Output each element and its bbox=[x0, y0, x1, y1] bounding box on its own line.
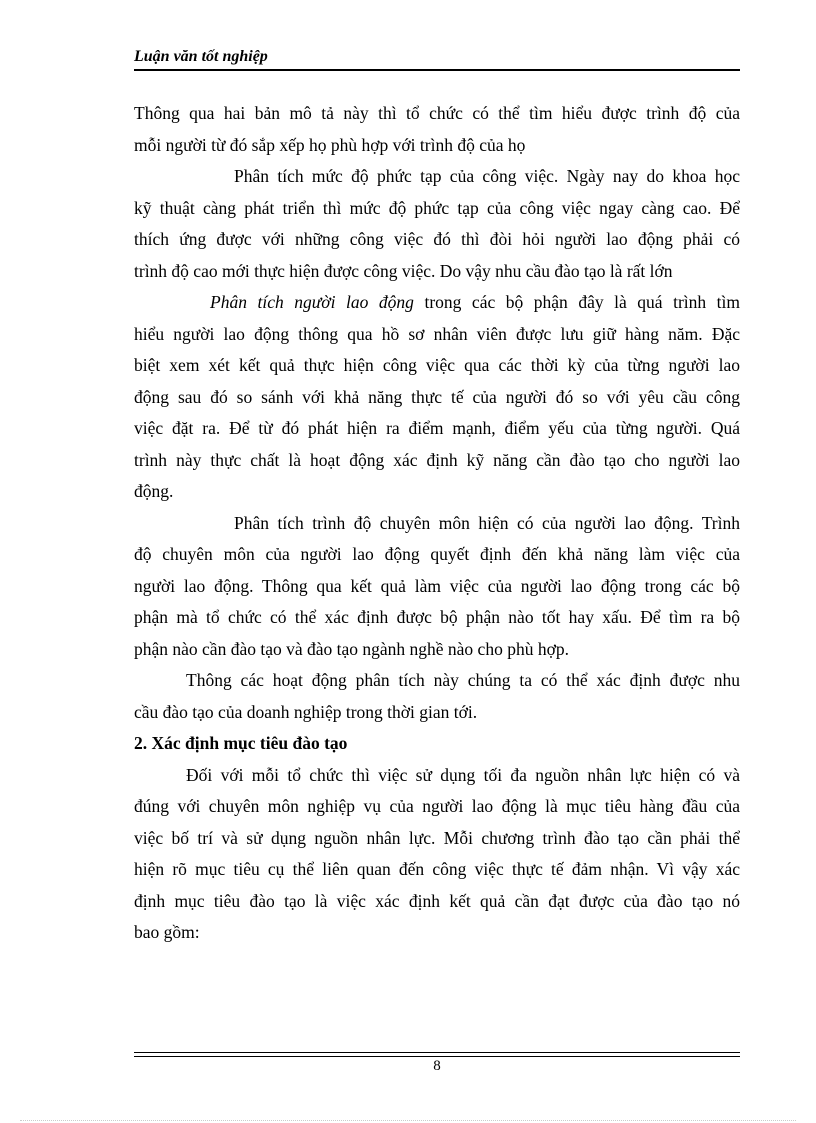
paragraph-line: trình này thực chất là hoạt động xác định kỹ năng cần đào tạo cho người lao bbox=[134, 449, 740, 470]
paragraph-line: Đối với mỗi tổ chức thì việc sử dụng tối đa nguồn nhân lực hiện có và bbox=[186, 764, 740, 785]
page-number: 8 bbox=[433, 1058, 441, 1074]
paragraph-line: động sau đó so sánh với khả năng thực tế của người đó so với yêu cầu công bbox=[134, 386, 740, 407]
italic-phrase: Phân tích người lao động bbox=[210, 292, 414, 312]
paragraph-line: Thông các hoạt động phân tích này chúng ta có thể xác định được nhu bbox=[186, 670, 740, 690]
text-run: trong các bộ phận đây là quá trình tìm bbox=[413, 292, 740, 312]
paragraph-line: việc đặt ra. Để từ đó phát hiện ra điểm mạnh, điểm yếu của từng người. Quá bbox=[134, 418, 740, 438]
footer-rule bbox=[134, 1052, 740, 1057]
paragraph-line: Phân tích mức độ phức tạp của công việc. Ngày nay do khoa học bbox=[234, 166, 740, 186]
paragraph-line: phận mà tổ chức có thể xác định được bộ phận nào tốt hay xấu. Để tìm ra bộ bbox=[134, 607, 740, 627]
paragraph-line: kỹ thuật càng phát triển thì mức độ phức tạp của công việc ngay càng cao. Để bbox=[134, 197, 740, 218]
paragraph-line: Thông qua hai bản mô tả này thì tổ chức có thể tìm hiểu được trình độ của bbox=[134, 103, 740, 123]
paragraph-line: Phân tích trình độ chuyên môn hiện có của người lao động. Trình bbox=[234, 512, 740, 533]
header-title: Luận văn tốt nghiệp bbox=[134, 48, 268, 65]
paragraph-line: biệt xem xét kết quả thực hiện công việc qua các thời kỳ của từng người lao bbox=[134, 355, 740, 375]
paragraph-line: trình độ cao mới thực hiện được công việc. Do vậy nhu cầu đào tạo là rất lớn bbox=[134, 260, 673, 281]
paragraph-line: đúng với chuyên môn nghiệp vụ của người lao động là mục tiêu hàng đầu của bbox=[134, 796, 740, 816]
paragraph-line: phận nào cần đào tạo và đào tạo ngành nghề nào cho phù hợp. bbox=[134, 638, 569, 659]
paragraph-line bbox=[134, 287, 740, 319]
document-body bbox=[134, 98, 740, 949]
paragraph-line: bao gồm: bbox=[134, 922, 200, 942]
paragraph-line: động. bbox=[134, 481, 174, 501]
paragraph-line: cầu đào tạo của doanh nghiệp trong thời gian tới. bbox=[134, 701, 478, 722]
paragraph-line: người lao động. Thông qua kết quả làm việc của người lao động trong các bộ bbox=[134, 575, 740, 596]
page-edge-divider bbox=[20, 1120, 796, 1121]
paragraph-line: mỗi người từ đó sắp xếp họ phù hợp với trình độ của họ bbox=[134, 134, 526, 155]
paragraph-line: thích ứng được với những công việc đó thì đòi hỏi người lao động phải có bbox=[134, 229, 740, 249]
page-header bbox=[134, 46, 740, 70]
paragraph-line: hiện rõ mục tiêu cụ thể liên quan đến công việc thực tế đảm nhận. Vì vậy xác bbox=[134, 859, 740, 879]
paragraph-line: hiểu người lao động thông qua hồ sơ nhân viên được lưu giữ hàng năm. Đặc bbox=[134, 323, 740, 344]
paragraph-line: định mục tiêu đào tạo là việc xác định kết quả cần đạt được của đào tạo nó bbox=[134, 890, 740, 911]
paragraph-line: độ chuyên môn của người lao động quyết định đến khả năng làm việc của bbox=[134, 544, 740, 564]
section-heading: 2. Xác định mục tiêu đào tạo bbox=[134, 733, 348, 753]
paragraph-line: việc bố trí và sử dụng nguồn nhân lực. Mỗi chương trình đào tạo cần phải thể bbox=[134, 827, 740, 848]
header-rule bbox=[134, 69, 740, 71]
